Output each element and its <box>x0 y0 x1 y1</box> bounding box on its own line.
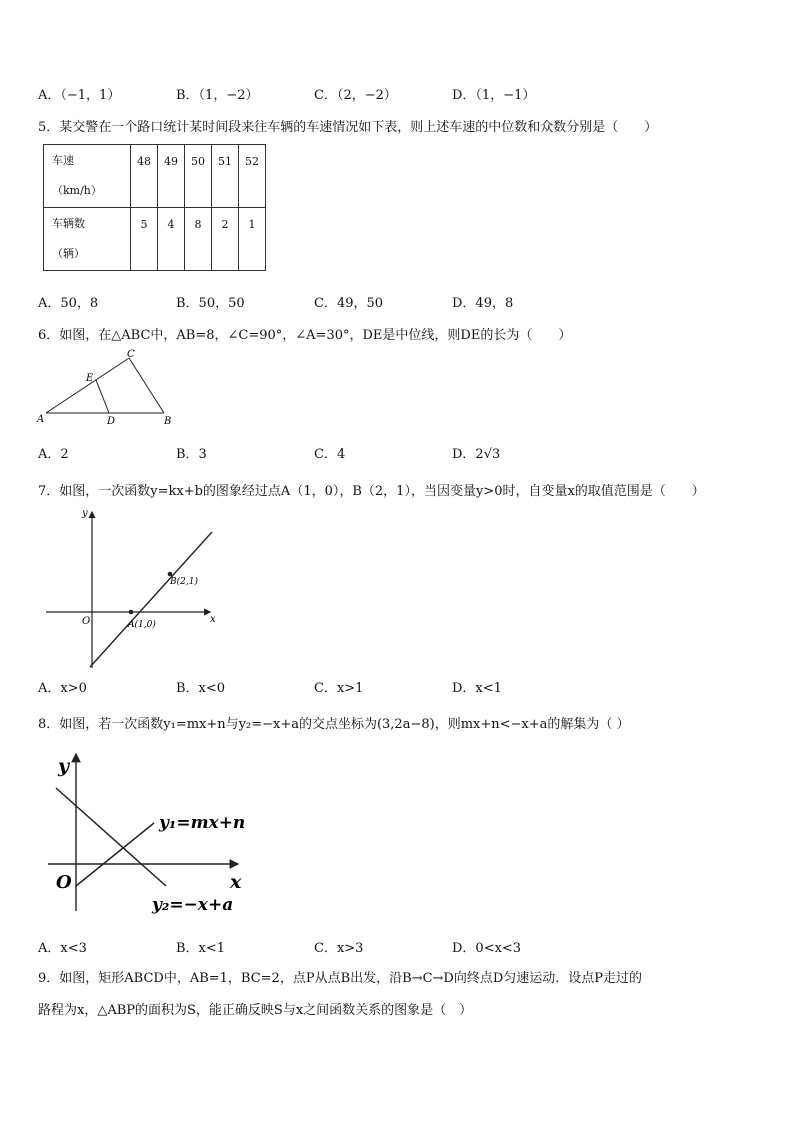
q5-option-a: A．50，8 <box>38 296 99 311</box>
point-a <box>129 610 134 615</box>
y-axis-label: y <box>82 508 88 519</box>
q6-option-b: B．3 <box>176 447 207 462</box>
q7-option-b: B．x<0 <box>176 681 226 696</box>
x-axis-label: x <box>230 871 242 893</box>
line-y-kx-b <box>90 532 212 667</box>
q5-option-c: C．49，50 <box>314 296 384 311</box>
q4-option-d: D．（1，−1） <box>452 88 536 103</box>
table-cell: 5 <box>131 208 158 271</box>
q8-option-d: D．0<x<3 <box>452 941 522 956</box>
q5-option-b: B．50，50 <box>176 296 245 311</box>
speed-table <box>43 144 266 271</box>
q8-option-b: B．x<1 <box>176 941 226 956</box>
table-cell: 4 <box>158 208 185 271</box>
table-cell: 2 <box>212 208 239 271</box>
q8-option-c: C．x>3 <box>314 941 364 956</box>
table-cell: 51 <box>212 145 239 208</box>
table-cell: 8 <box>185 208 212 271</box>
q5-stem: 5．某交警在一个路口统计某时间段来往车辆的车速情况如下表，则上述车速的中位数和众数分别是（ ） <box>38 120 658 135</box>
table-cell: 49 <box>158 145 185 208</box>
side-ac <box>46 358 129 413</box>
q8-option-a: A．x<3 <box>38 941 87 956</box>
q9-stem-line2: 路程为x，△ABP的面积为S，能正确反映S与x之间函数关系的图象是（ ） <box>38 1003 473 1018</box>
label-a: A <box>37 414 45 425</box>
count-unit: （辆） <box>52 247 85 260</box>
point-a-label: A(1,0) <box>128 620 156 630</box>
side-bc <box>129 358 164 413</box>
x-axis-label: x <box>210 614 216 625</box>
table-row <box>44 145 266 208</box>
label-c: C <box>127 349 135 360</box>
count-label: 车辆数 <box>52 217 85 230</box>
speed-label: 车速 <box>52 154 74 167</box>
y-axis-label: y <box>58 755 70 777</box>
q6-option-c: C．4 <box>314 447 346 462</box>
origin-label: O <box>56 872 72 893</box>
q6-option-a: A．2 <box>38 447 69 462</box>
label-d: D <box>107 416 116 427</box>
table-header-count <box>44 208 131 271</box>
table-cell: 52 <box>239 145 266 208</box>
line-y1-label: y₁=mx+n <box>159 813 246 833</box>
label-b: B <box>164 416 172 427</box>
origin-label: O <box>82 616 91 627</box>
table-row <box>44 208 266 271</box>
midline-de <box>96 380 109 413</box>
point-b <box>168 572 173 577</box>
q7-stem: 7．如图，一次函数y=kx+b的图象经过点A（1，0），B（2，1），当因变量y>0时，自变量x的取值范围是（ ） <box>38 484 705 499</box>
q4-option-a: A．（−1，1） <box>38 88 121 103</box>
table-cell: 1 <box>239 208 266 271</box>
q5-option-d: D．49，8 <box>452 296 514 311</box>
table-header-speed <box>44 145 131 208</box>
table-cell: 50 <box>185 145 212 208</box>
q4-option-b: B．（1，−2） <box>176 88 259 103</box>
q6-option-d: D．2√3 <box>452 447 501 462</box>
q8-graph <box>42 746 272 916</box>
triangle-figure <box>36 348 176 428</box>
q9-stem-line1: 9．如图，矩形ABCD中，AB=1，BC=2，点P从点B出发，沿B→C→D向终点D匀速运动．设点P走过的 <box>38 971 643 986</box>
table-cell: 48 <box>131 145 158 208</box>
q6-stem: 6．如图，在△ABC中，AB=8，∠C=90°，∠A=30°，DE是中位线，则DE的长为（ ） <box>38 328 572 343</box>
line-y1 <box>76 823 154 886</box>
q7-option-d: D．x<1 <box>452 681 502 696</box>
q7-graph <box>38 502 228 672</box>
q7-option-c: C．x>1 <box>314 681 364 696</box>
q7-option-a: A．x>0 <box>38 681 87 696</box>
q8-stem: 8．如图，若一次函数y₁=mx+n与y₂=−x+a的交点坐标为(3,2a−8)，则mx+n<−x+a的解集为（ ） <box>38 717 630 732</box>
line-y2 <box>56 788 166 886</box>
line-y2-label: y₂=−x+a <box>152 895 234 915</box>
speed-unit: （km/h） <box>52 184 102 197</box>
label-e: E <box>86 373 94 384</box>
point-b-label: B(2,1) <box>170 577 198 587</box>
q4-option-c: C．（2，−2） <box>314 88 397 103</box>
